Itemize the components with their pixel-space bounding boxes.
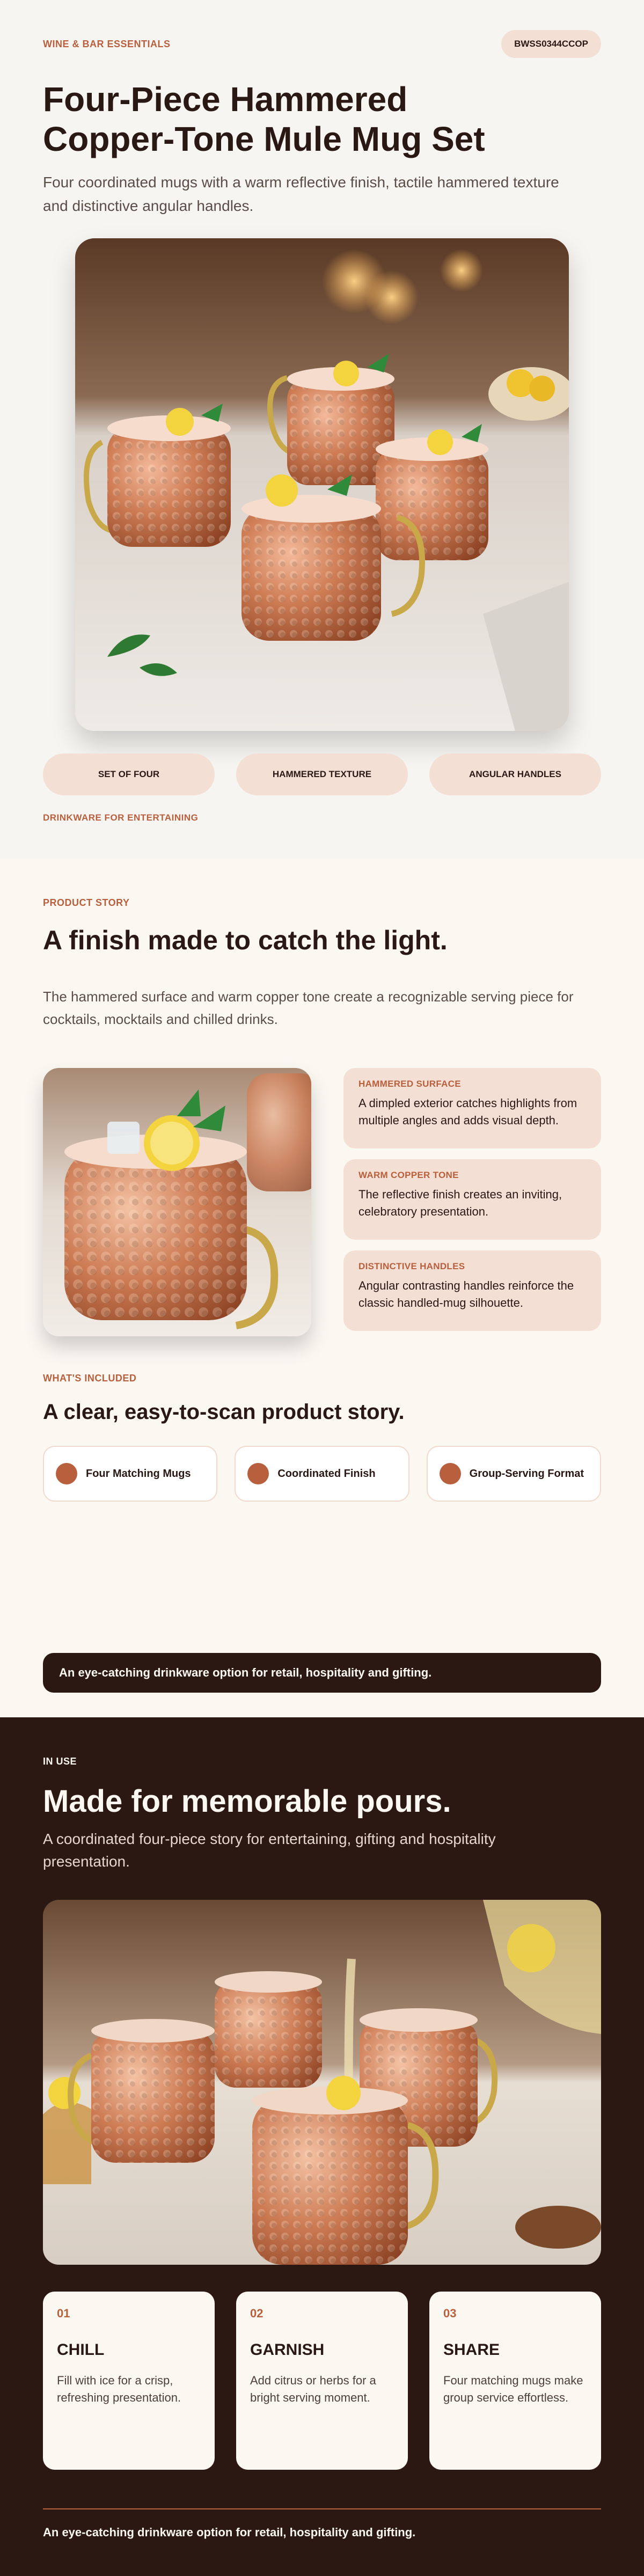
included-item-label: Four Matching Mugs <box>86 1467 191 1480</box>
included-items <box>43 1446 601 1502</box>
product-subtitle: Four coordinated mugs with a warm reflective finish, tactile hammered texture and distinctive angular handles. <box>43 174 559 214</box>
pouring-scene-image <box>43 1900 601 2265</box>
story-heading: A finish made to catch the light. <box>43 925 448 955</box>
hero-tagline: DRINKWARE FOR ENTERTAINING <box>43 813 199 823</box>
bullet-dot-icon <box>440 1463 461 1484</box>
pill-hammered-texture: HAMMERED TEXTURE <box>236 753 408 795</box>
product-story-section <box>0 859 644 1717</box>
footer-tagline: An eye-catching drinkware option for retail, hospitality and gifting. <box>43 2526 416 2539</box>
in-use-section <box>0 1717 644 2576</box>
step-text: Four matching mugs make group service effortless. <box>443 2374 583 2404</box>
category-label: WINE & BAR ESSENTIALS <box>43 39 171 49</box>
inuse-heading: Made for memorable pours. <box>43 1784 451 1819</box>
feature-card-hammered-surface <box>343 1068 601 1148</box>
included-item <box>427 1446 601 1502</box>
feature-title: HAMMERED SURFACE <box>358 1079 461 1089</box>
story-banner: An eye-catching drinkware option for retail, hospitality and gifting. <box>43 1653 601 1693</box>
footer-divider <box>43 2508 601 2509</box>
step-number: 02 <box>250 2307 264 2320</box>
story-description: The hammered surface and warm copper tone create a recognizable serving piece for cocktails, mocktails and chilled drinks. <box>43 989 574 1027</box>
feature-card-warm-copper-tone <box>343 1159 601 1240</box>
feature-card-distinctive-handles <box>343 1250 601 1331</box>
step-title: GARNISH <box>250 2341 325 2359</box>
bullet-dot-icon <box>56 1463 77 1484</box>
step-number: 03 <box>443 2307 457 2320</box>
feature-title: WARM COPPER TONE <box>358 1170 459 1180</box>
story-eyebrow: PRODUCT STORY <box>43 897 130 908</box>
step-text: Fill with ice for a crisp, refreshing presentation. <box>57 2374 181 2404</box>
product-title <box>43 79 526 159</box>
hero-product-image <box>75 238 569 731</box>
product-title-line2: Copper-Tone Mule Mug Set <box>43 120 485 158</box>
included-item-label: Coordinated Finish <box>277 1467 376 1480</box>
pill-angular-handles: ANGULAR HANDLES <box>429 753 601 795</box>
step-card-share <box>429 2292 601 2470</box>
included-eyebrow: WHAT'S INCLUDED <box>43 1373 137 1384</box>
included-item <box>43 1446 217 1502</box>
product-title-line1: Four-Piece Hammered <box>43 80 408 119</box>
step-title: CHILL <box>57 2341 105 2359</box>
feature-cards <box>343 1068 601 1331</box>
inuse-eyebrow: IN USE <box>43 1756 77 1767</box>
story-mug-closeup-image <box>43 1068 311 1336</box>
bullet-dot-icon <box>247 1463 269 1484</box>
feature-text: The reflective finish creates an inviting, celebratory presentation. <box>358 1188 562 1218</box>
feature-text: A dimpled exterior catches highlights from multiple angles and adds visual depth. <box>358 1096 577 1127</box>
feature-title: DISTINCTIVE HANDLES <box>358 1261 465 1271</box>
inuse-description: A coordinated four-piece story for entertaining, gifting and hospitality presentation. <box>43 1831 496 1870</box>
feature-text: Angular contrasting handles reinforce the classic handled-mug silhouette. <box>358 1279 574 1309</box>
included-item-label: Group-Serving Format <box>469 1467 584 1480</box>
sku-badge: BWSS0344CCOP <box>501 30 601 58</box>
feature-pills <box>43 753 601 795</box>
step-number: 01 <box>57 2307 70 2320</box>
step-card-garnish <box>236 2292 408 2470</box>
pill-set-of-four: SET OF FOUR <box>43 753 215 795</box>
hero-section <box>0 0 644 859</box>
included-heading: A clear, easy-to-scan product story. <box>43 1400 405 1424</box>
usage-steps <box>43 2292 601 2470</box>
step-text: Add citrus or herbs for a bright serving moment. <box>250 2374 376 2404</box>
step-card-chill <box>43 2292 215 2470</box>
included-item <box>235 1446 409 1502</box>
step-title: SHARE <box>443 2341 500 2359</box>
